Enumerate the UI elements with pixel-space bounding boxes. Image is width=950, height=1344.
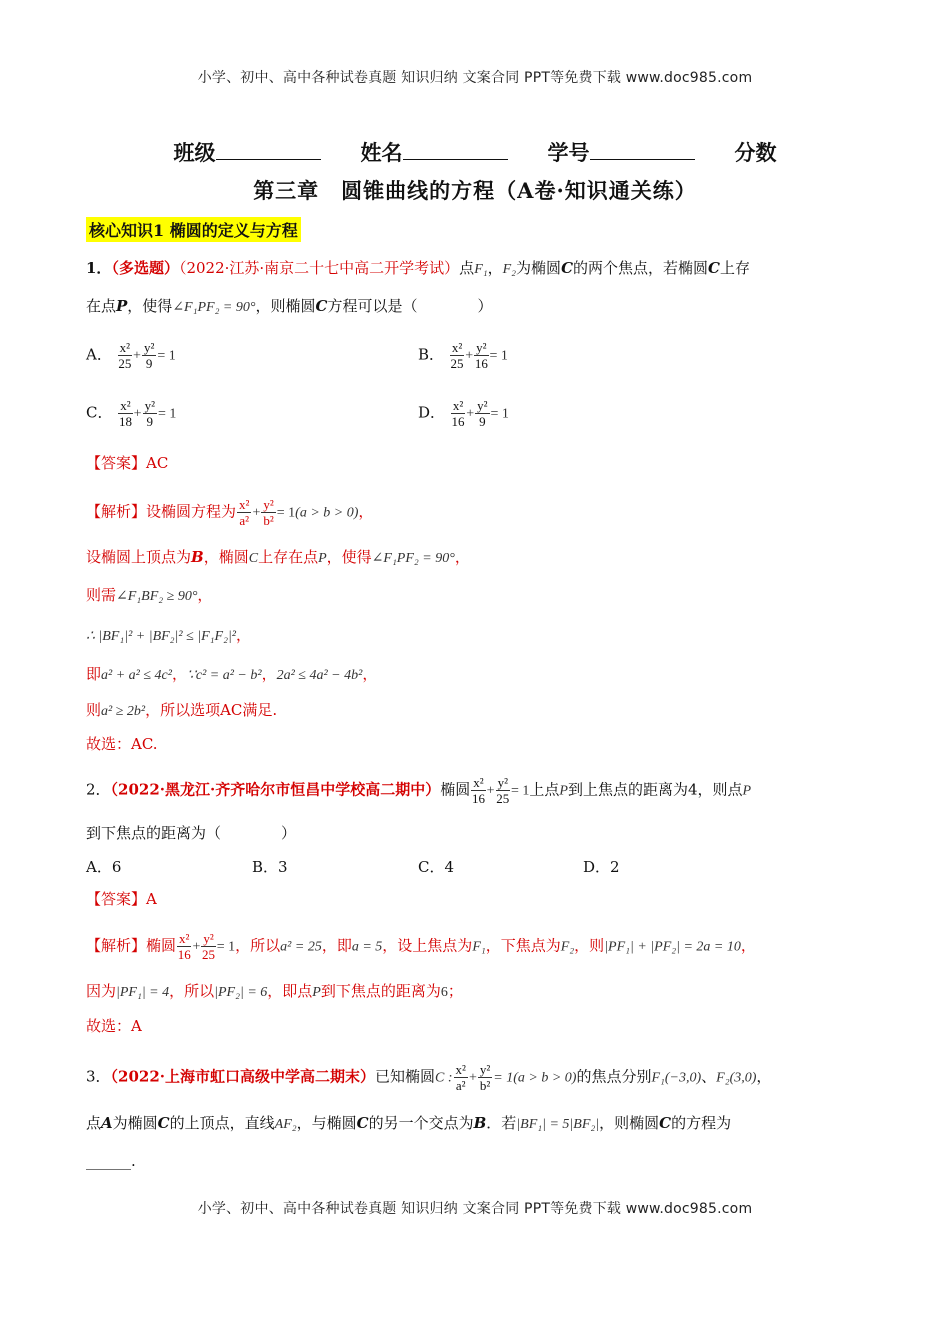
q1-analysis-line6 <box>86 699 277 723</box>
punct: ， <box>197 586 213 604</box>
inequality-math: ∴ |BF₁|² + |BF₂|² ≤ |F₁F₂|² <box>86 629 237 644</box>
q1-sep: ， <box>487 259 503 277</box>
name-blank[interactable] <box>403 139 508 160</box>
q1-option-c[interactable]: C． $\frac{\text{x²}}{18}$ + $\frac{\text{y²}}{9}$ = 1 <box>86 398 177 429</box>
q3-stem-b: 的焦点分别 <box>576 1067 652 1086</box>
analysis-text: ，椭圆 <box>203 548 249 566</box>
q1-c: C <box>561 259 574 277</box>
analysis-text: 则 <box>86 701 102 719</box>
q1-stem-a: 点 <box>459 259 475 277</box>
q2-stem-b: 上点 <box>529 780 560 799</box>
math-expr: = 1(a > b > 0) <box>493 1070 577 1086</box>
q1-stem-line2 <box>86 295 492 319</box>
numerator: x² <box>452 398 464 413</box>
q1-f1: F₁ <box>474 262 488 277</box>
ellipse-c: C <box>157 1114 170 1132</box>
answer-value: AC <box>146 454 169 472</box>
numerator: y² <box>497 775 508 790</box>
fraction <box>450 340 464 371</box>
q1-p: P <box>116 297 128 315</box>
punct: ； <box>447 982 463 1000</box>
equals: = 1 <box>490 406 509 422</box>
ellipse-c: C <box>659 1114 672 1132</box>
point-b: B <box>191 548 204 566</box>
fraction: $\frac{\text{x²}}{\text{a²}}$ <box>455 1062 466 1093</box>
q1-analysis-line5 <box>86 663 377 687</box>
ellipse-c: C <box>248 551 259 566</box>
option-label: A． <box>86 345 112 364</box>
math-expr: ∵c² = a² − b² <box>186 668 262 683</box>
point-a: A <box>101 1114 113 1132</box>
math-expr: F₂(3,0) <box>716 1070 757 1086</box>
denominator: 9 <box>145 356 153 371</box>
footer-banner: 小学、初中、高中各种试卷真题 知识归纳 文案合同 PPT等免费下载 www.doc985.com <box>197 1201 753 1217</box>
q2-stem-a: 椭圆 <box>440 780 471 799</box>
point-p: P <box>318 551 327 566</box>
q2-number: 2． <box>86 780 111 799</box>
math-expr: F₂ <box>560 939 575 955</box>
math-expr: AF₂ <box>274 1117 297 1132</box>
analysis-text: 椭圆 <box>146 936 177 955</box>
q2-option-a[interactable]: A．6 <box>86 858 122 876</box>
analysis-text: ，下焦点为 <box>485 936 561 955</box>
denominator: 16 <box>471 791 485 806</box>
math-expr: F₁(−3,0) <box>651 1070 702 1086</box>
analysis-text: 即 <box>86 665 102 683</box>
analysis-text: ，所以选项AC满足. <box>145 701 278 719</box>
q3-text: ，则椭圆 <box>599 1114 660 1132</box>
answer-value: A <box>146 890 157 908</box>
q3-text: 为椭圆 <box>112 1114 158 1132</box>
q3-stem-line1: 3．（2022·上海市虹口高级中学高二期末）已知椭圆C : $\frac{\text{x²}}{\text{a²}}$ + $\frac{\text{y²}}{\text{b²}}$ = 1(a > b > 0)的焦点分别F₁(−3,0)、F₂(3,0)， <box>86 1062 772 1093</box>
q1-stem-c: 的两个焦点，若椭圆 <box>573 259 709 277</box>
analysis-text: ，则 <box>574 936 605 955</box>
fraction <box>143 398 157 429</box>
equals: = 1 <box>157 406 177 422</box>
chapter-title: 第三章 圆锥曲线的方程（A卷·知识通关练） <box>253 178 697 203</box>
q3-source: （2022·上海市虹口高级中学高二期末） <box>110 1067 376 1086</box>
numerator: y² <box>477 398 488 413</box>
q3-number: 3． <box>86 1067 111 1086</box>
math-expr: |PF₂| = 6 <box>214 985 268 1000</box>
math-expr: 2a² ≤ 4a² − 4b² <box>276 668 363 683</box>
number-blank[interactable] <box>590 139 695 160</box>
math-expr: a² ≥ 2b² <box>101 704 146 719</box>
q3-stem-c: 、 <box>701 1067 717 1086</box>
q2-stem-c: 到上焦点的距离为4，则点 <box>567 780 743 799</box>
answer-tag: 【答案】 <box>86 454 147 472</box>
q2-stem-line1: 2．（2022·黑龙江·齐齐哈尔市恒昌中学校高二期中）椭圆 $\frac{\text{x²}}{16}$ + $\frac{\text{y²}}{25}$ = 1上点P到上焦点的距离为4，则点P <box>86 775 752 806</box>
angle-math: ∠F₁BF₂ ≥ 90° <box>116 589 198 604</box>
q1-option-d[interactable]: D． $\frac{\text{x²}}{16}$ + $\frac{\text{y²}}{9}$ = 1 <box>418 398 509 429</box>
q3-text: ．若 <box>486 1114 517 1132</box>
analysis-tag: 【解析】 <box>86 936 147 955</box>
fraction <box>142 340 156 371</box>
q2-source: （2022·黑龙江·齐齐哈尔市恒昌中学校高二期中） <box>110 780 441 799</box>
math-expr: a = 5 <box>351 939 383 955</box>
q1-stem-d: 上存 <box>719 259 750 277</box>
punct: ， <box>236 626 252 644</box>
numerator: x² <box>120 398 131 413</box>
q1-analysis-line3 <box>86 584 212 608</box>
q2-p: P <box>559 783 568 799</box>
angle-math: ∠F₁PF₂ = 90° <box>371 551 455 566</box>
denominator: 25 <box>450 356 464 371</box>
q2-option-d[interactable]: D．2 <box>583 858 620 876</box>
q2-option-b[interactable]: B．3 <box>252 858 288 876</box>
class-blank[interactable] <box>216 139 321 160</box>
option-label: B． <box>418 345 445 364</box>
punct: ， <box>740 936 756 955</box>
score-field <box>735 137 777 167</box>
analysis-text: ，所以 <box>169 982 215 1000</box>
math-expr: a² = 25 <box>280 939 322 955</box>
q3-text: 的方程为 <box>671 1114 732 1132</box>
q1-source: （2022·江苏·南京二十七中高二开学考试） <box>178 259 460 277</box>
analysis-text: ，即点 <box>267 982 313 1000</box>
punct: ， <box>171 665 187 683</box>
q3-stem-line2 <box>86 1112 731 1136</box>
name-field <box>361 137 508 167</box>
q1-type: （多选题） <box>111 259 179 277</box>
punct: ， <box>362 665 378 683</box>
section-tag: 核心知识1 椭圆的定义与方程 <box>86 217 301 242</box>
q1-final: 故选：AC. <box>86 735 158 753</box>
fraction <box>496 775 510 806</box>
q3-stem-a: 已知椭圆 <box>375 1067 436 1086</box>
q3-text: ，与椭圆 <box>296 1114 357 1132</box>
score-label: 分数 <box>734 140 777 165</box>
q1-stem-f: ，使得 <box>127 297 173 315</box>
q1-analysis-line4 <box>86 624 251 648</box>
class-label: 班级 <box>173 140 216 165</box>
q3-text: 点 <box>86 1114 102 1132</box>
punct: ， <box>454 548 470 566</box>
q3-text: 的另一个交点为 <box>368 1114 474 1132</box>
punct: ， <box>756 1067 772 1086</box>
analysis-text: 则需 <box>86 586 117 604</box>
q2-analysis-line2 <box>86 980 463 1004</box>
q1-angle: ∠F₁PF₂ = 90° <box>172 300 256 315</box>
denominator: 9 <box>146 414 154 429</box>
q1-analysis-line2 <box>86 546 470 570</box>
answer-tag: 【答案】 <box>86 890 147 908</box>
q1-option-a[interactable]: A． $\frac{\text{x²}}{25}$ + $\frac{\text{y²}}{9}$ = 1 <box>86 340 176 371</box>
q1-number: 1． <box>86 259 112 277</box>
fraction <box>475 398 489 429</box>
math-expr: |BF₁| = 5|BF₂| <box>516 1117 600 1132</box>
q1-stem-g: ，则椭圆 <box>255 297 316 315</box>
equals: = 1 <box>157 348 176 364</box>
denominator: 25 <box>496 791 510 806</box>
q1-option-b[interactable]: B． $\frac{\text{x²}}{25}$ + $\frac{\text{y²}}{16}$ = 1 <box>418 340 508 371</box>
option-label: D． <box>418 403 446 422</box>
analysis-text: 设椭圆上顶点为 <box>86 548 192 566</box>
math-expr: C : <box>435 1070 453 1086</box>
q1-stem-e: 在点 <box>86 297 117 315</box>
analysis-text: ，使得 <box>326 548 372 566</box>
point-b: B <box>473 1114 487 1132</box>
q2-answer <box>86 888 157 910</box>
q2-option-c[interactable]: C．4 <box>418 858 455 876</box>
name-label: 姓名 <box>360 140 403 165</box>
analysis-text: ，设上焦点为 <box>382 936 473 955</box>
q1-stem-line1 <box>86 257 750 281</box>
numerator: x² <box>119 340 131 355</box>
numerator: y² <box>476 340 487 355</box>
q1-c3: C <box>315 297 328 315</box>
q2-stem-line2: 到下焦点的距离为（ ） <box>86 824 297 842</box>
analysis-text: 到下焦点的距离为 <box>320 982 441 1000</box>
math-expr: |PF₁| + |PF₂| = 2a = 10 <box>604 939 741 955</box>
math-expr: F₁ <box>472 939 486 955</box>
equals: = 1 <box>489 348 508 364</box>
fraction <box>118 398 132 429</box>
q1-f2: F₂ <box>502 262 517 277</box>
numerator: x² <box>473 775 484 790</box>
q1-c2: C <box>708 259 720 277</box>
q1-stem-h: 方程可以是（ ） <box>327 297 493 315</box>
analysis-text: 上存在点 <box>258 548 319 566</box>
q3-text: 的上顶点，直线 <box>169 1114 275 1132</box>
student-info-fields <box>0 137 950 167</box>
condition-math: (a > b > 0) <box>295 505 359 521</box>
q1-answer <box>86 452 168 474</box>
numerator: y² <box>143 340 155 355</box>
denominator: 25 <box>118 356 132 371</box>
ellipse-c: C <box>356 1114 369 1132</box>
numerator: x² <box>451 340 463 355</box>
number-field <box>548 137 695 167</box>
numerator: y² <box>144 398 155 413</box>
fraction: $\frac{\text{x²}}{\text{a²}}$ <box>239 497 250 528</box>
analysis-text: ，即 <box>321 936 352 955</box>
math-expr: |PF₁| = 4 <box>116 985 170 1000</box>
fraction <box>471 775 485 806</box>
fraction: $\frac{\text{x²}}{16}$ <box>177 931 191 962</box>
fraction: $\frac{\text{y²}}{\text{b²}}$ <box>263 497 274 528</box>
class-field <box>174 137 321 167</box>
fraction: $\frac{\text{y²}}{\text{b²}}$ <box>479 1062 491 1093</box>
header-banner: 小学、初中、高中各种试卷真题 知识归纳 文案合同 PPT等免费下载 www.doc985.com <box>197 70 753 86</box>
math-expr: P <box>312 985 321 1000</box>
q3-answer-blank[interactable]: ______. <box>86 1152 136 1170</box>
denominator: 16 <box>474 356 488 371</box>
math-expr: 6 <box>440 985 448 1000</box>
punct: ， <box>261 665 277 683</box>
option-label: C． <box>86 403 113 422</box>
denominator: 16 <box>451 414 465 429</box>
denominator: 18 <box>118 414 132 429</box>
fraction <box>118 340 132 371</box>
q1-analysis-line1: 【解析】设椭圆方程为 $\frac{\text{x²}}{\text{a²}}$ + $\frac{\text{y²}}{\text{b²}}$ = 1(a > b > 0)， <box>86 497 374 528</box>
math-expr: a² + a² ≤ 4c² <box>101 668 172 683</box>
q2-p2: P <box>742 783 752 799</box>
q2-final: 故选：A <box>86 1017 142 1035</box>
punct: ， <box>358 502 374 521</box>
analysis-text: 因为 <box>86 982 117 1000</box>
analysis-text: ，所以 <box>235 936 281 955</box>
equals: = 1 <box>510 783 530 799</box>
fraction <box>451 398 465 429</box>
analysis-tag: 【解析】 <box>86 502 147 521</box>
analysis-text: 设椭圆方程为 <box>146 502 237 521</box>
fraction: $\frac{\text{y²}}{25}$ <box>202 931 216 962</box>
denominator: 9 <box>479 414 486 429</box>
q1-stem-b: 为椭圆 <box>516 259 562 277</box>
fraction <box>474 340 488 371</box>
q2-analysis-line1: 【解析】椭圆 $\frac{\text{x²}}{16}$ + $\frac{\text{y²}}{25}$ = 1，所以a² = 25，即a = 5，设上焦点为F₁，下焦点为F₂，则|PF₁| + |PF₂| = 2a = 10， <box>86 931 756 962</box>
number-label: 学号 <box>547 140 590 165</box>
